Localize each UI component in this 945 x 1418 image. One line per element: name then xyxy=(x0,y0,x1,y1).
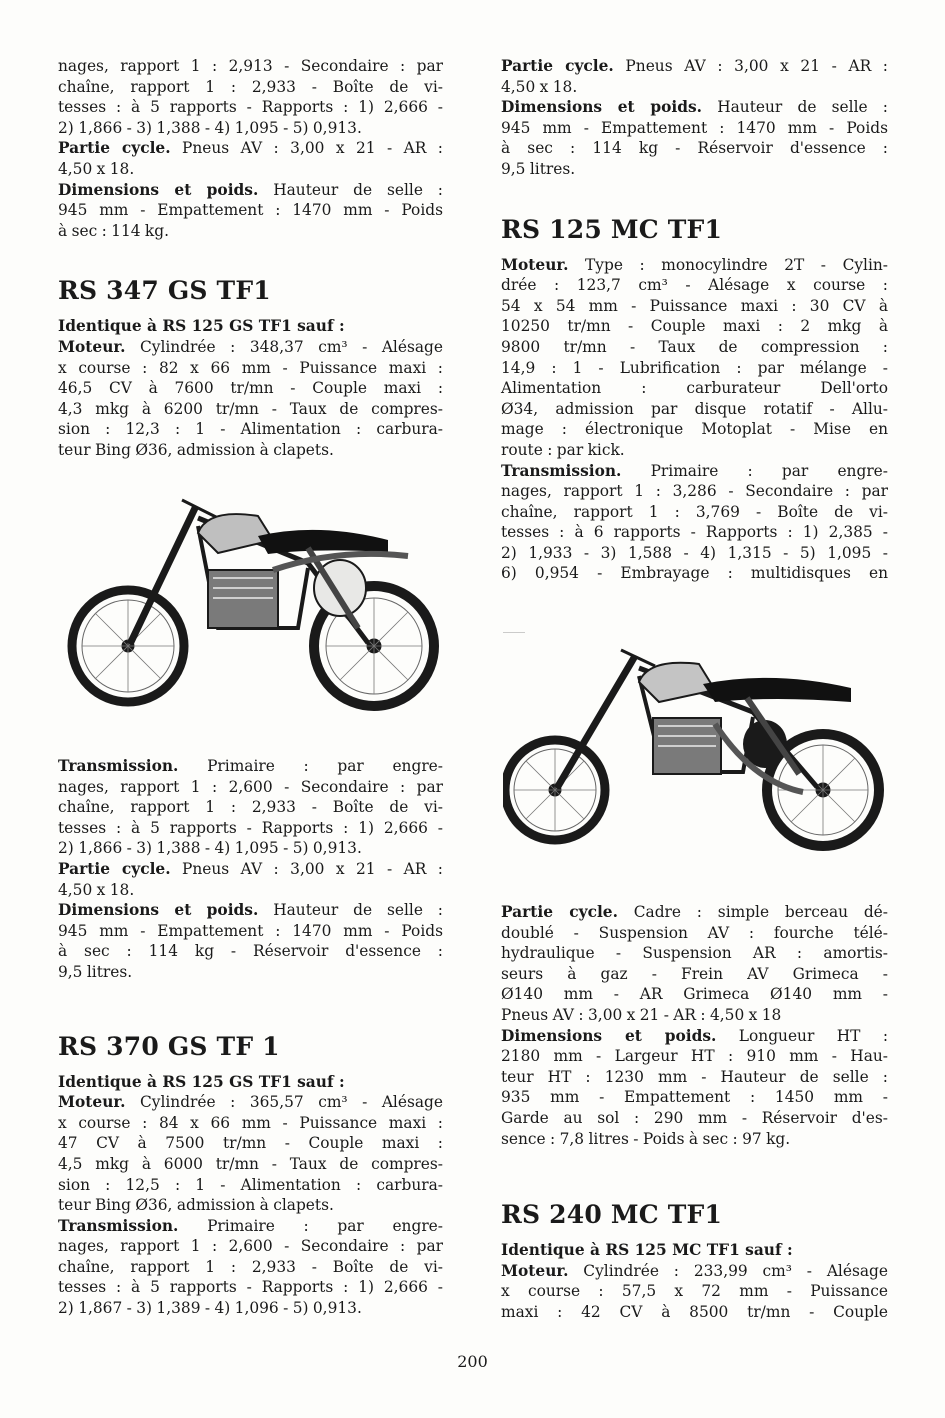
right-column-lower xyxy=(501,902,888,1323)
text-line: x course : 82 x 66 mm - Puissance maxi : xyxy=(58,358,443,377)
model-title-rs125mc: RS 125 MC TF1 xyxy=(501,214,723,244)
rs125mc-dimensions xyxy=(501,1026,888,1150)
text-line: Garde au sol : 290 mm - Réservoir d'es- xyxy=(501,1108,888,1127)
rs347-moteur xyxy=(58,337,443,461)
text-line: chaîne, rapport 1 : 2,933 - Boîte de vi- xyxy=(58,798,443,817)
right-column xyxy=(501,56,888,584)
text-line: Ø34, admission par disque rotatif - Allu- xyxy=(501,399,888,418)
rs347-partie-cycle xyxy=(58,859,443,900)
rs370-transmission xyxy=(58,1216,443,1319)
text-line: 945 mm - Empattement : 1470 mm - Poids xyxy=(58,201,443,220)
model-intro: Identique à RS 125 GS TF1 sauf : xyxy=(58,1072,345,1091)
text-line: 4,5 mkg à 6000 tr/mn - Taux de compres- xyxy=(58,1154,443,1173)
text-line: Primaire : par engre- xyxy=(178,757,443,775)
text-line: 2) 1,933 - 3) 1,588 - 4) 1,315 - 5) 1,095 - xyxy=(501,543,888,562)
text-line: teur Bing Ø36, admission à clapets. xyxy=(58,440,334,459)
model-intro: Identique à RS 125 GS TF1 sauf : xyxy=(58,317,345,336)
text-line: 4,50 x 18. xyxy=(58,880,135,899)
text-line: Ø140 mm - AR Grimeca Ø140 mm - xyxy=(501,985,888,1004)
text-line: nages, rapport 1 : 2,600 - Secondaire : par xyxy=(58,1237,443,1256)
text-line: Cadre : simple berceau dé- xyxy=(617,903,888,921)
section-label: Dimensions et poids. xyxy=(501,1026,717,1045)
text-line: tesses : à 5 rapports - Rapports : 1) 2,666 - xyxy=(58,818,443,837)
continuation-dimensions xyxy=(58,180,443,242)
text-line: 46,5 CV à 7600 tr/mn - Couple maxi : xyxy=(58,379,443,398)
text-line: 2) 1,867 - 3) 1,389 - 4) 1,096 - 5) 0,913. xyxy=(58,1299,362,1318)
text-line: sion : 12,3 : 1 - Alimentation : carbura- xyxy=(58,420,443,439)
text-line: Longueur HT : xyxy=(716,1026,888,1045)
text-line: Hauteur de selle : xyxy=(702,98,888,117)
text-line: 9,5 litres. xyxy=(501,159,576,178)
text-line: nages, rapport 1 : 2,913 - Secondaire : par xyxy=(58,57,443,75)
text-line: Pneus AV : 3,00 x 21 - AR : 4,50 x 18 xyxy=(501,1005,782,1024)
text-line: Primaire : par engre- xyxy=(621,461,888,480)
section-label: Dimensions et poids. xyxy=(58,901,259,920)
text-line: mage : électronique Motoplat - Mise en xyxy=(501,420,888,439)
section-label: Moteur. xyxy=(501,255,569,274)
section-label: Dimensions et poids. xyxy=(501,98,702,117)
text-line: 945 mm - Empattement : 1470 mm - Poids xyxy=(501,118,888,137)
text-line: sion : 12,5 : 1 - Alimentation : carbura- xyxy=(58,1175,443,1194)
text-line: 945 mm - Empattement : 1470 mm - Poids xyxy=(58,921,443,940)
text-line: Type : monocylindre 2T - Cylin- xyxy=(568,255,888,274)
text-line: 935 mm - Empattement : 1450 mm - xyxy=(501,1088,888,1107)
model-title-rs370: RS 370 GS TF 1 xyxy=(58,1031,280,1061)
text-line: 47 CV à 7500 tr/mn - Couple maxi : xyxy=(58,1134,443,1153)
rs347-transmission xyxy=(58,756,443,859)
text-line: chaîne, rapport 1 : 3,769 - Boîte de vi- xyxy=(501,502,888,521)
text-line: tesses : à 6 rapports - Rapports : 1) 2,385 - xyxy=(501,523,888,542)
page-number: 200 xyxy=(457,1352,488,1371)
text-line: à sec : 114 kg - Réservoir d'essence : xyxy=(501,139,888,158)
model-title-rs240mc: RS 240 MC TF1 xyxy=(501,1200,723,1230)
text-line: tesses : à 5 rapports - Rapports : 1) 2,666 - xyxy=(58,1278,443,1297)
text-line: Hauteur de selle : xyxy=(258,180,443,199)
text-line: Pneus AV : 3,00 x 21 - AR : xyxy=(170,139,443,158)
text-line: tesses : à 5 rapports - Rapports : 1) 2,666 - xyxy=(58,98,443,117)
text-line: Pneus AV : 3,00 x 21 - AR : xyxy=(613,57,888,75)
section-label: Moteur. xyxy=(58,337,126,356)
section-label: Dimensions et poids. xyxy=(58,180,259,199)
text-line: Cylindrée : 365,57 cm³ - Alésage xyxy=(125,1093,443,1112)
text-line: 14,9 : 1 - Lubrification : par mélange - xyxy=(501,358,888,377)
text-line: 4,50 x 18. xyxy=(501,77,578,96)
continuation-dimensions xyxy=(501,97,888,179)
text-line: maxi : 42 CV à 8500 tr/mn - Couple xyxy=(501,1302,888,1321)
text-line: Alimentation : carburateur Dell'orto xyxy=(501,379,888,398)
text-line: nages, rapport 1 : 2,600 - Secondaire : par xyxy=(58,777,443,796)
continuation-transmission xyxy=(58,56,443,138)
text-line: x course : 84 x 66 mm - Puissance maxi : xyxy=(58,1113,443,1132)
section-label: Partie cycle. xyxy=(501,903,618,921)
continuation-partie-cycle xyxy=(58,138,443,179)
section-label: Partie cycle. xyxy=(501,57,614,75)
rs125mc-moteur xyxy=(501,255,888,461)
section-label: Transmission. xyxy=(58,757,179,775)
text-line: à sec : 114 kg. xyxy=(58,221,170,240)
seat xyxy=(703,678,851,702)
text-line: route : par kick. xyxy=(501,440,625,459)
text-line: nages, rapport 1 : 3,286 - Secondaire : par xyxy=(501,482,888,501)
fuel-tank xyxy=(198,514,273,553)
text-line: drée : 123,7 cm³ - Alésage x course : xyxy=(501,276,888,295)
model-intro: Identique à RS 125 MC TF1 sauf : xyxy=(501,1241,793,1260)
section-label: Partie cycle. xyxy=(58,139,171,158)
rs240mc-moteur xyxy=(501,1261,888,1323)
text-line: hydraulique - Suspension AR : amortis- xyxy=(501,944,888,963)
model-title-rs347: RS 347 GS TF1 xyxy=(58,276,271,306)
text-line: x course : 57,5 x 72 mm - Puissance xyxy=(501,1282,888,1301)
text-line: 2) 1,866 - 3) 1,388 - 4) 1,095 - 5) 0,913. xyxy=(58,839,362,858)
text-line: 6) 0,954 - Embrayage : multidisques en xyxy=(501,564,888,583)
text-line: 2) 1,866 - 3) 1,388 - 4) 1,095 - 5) 0,913. xyxy=(58,118,362,137)
text-line: à sec : 114 kg - Réservoir d'essence : xyxy=(58,942,443,961)
section-label: Moteur. xyxy=(501,1261,569,1280)
motorcycle-photo-rs125mc xyxy=(503,632,888,872)
text-line: seurs à gaz - Frein AV Grimeca - xyxy=(501,964,888,983)
rs370-moteur xyxy=(58,1092,443,1216)
text-line: 9,5 litres. xyxy=(58,962,133,981)
text-line: doublé - Suspension AV : fourche télé- xyxy=(501,923,888,942)
text-line: teur Bing Ø36, admission à clapets. xyxy=(58,1196,334,1215)
continuation-partie-cycle xyxy=(501,56,888,97)
rs125mc-partie-cycle xyxy=(501,902,888,1026)
left-column-lower xyxy=(58,756,443,1319)
text-line: chaîne, rapport 1 : 2,933 - Boîte de vi- xyxy=(58,1257,443,1276)
text-line: Primaire : par engre- xyxy=(178,1216,443,1235)
text-line: 9800 tr/mn - Taux de compression : xyxy=(501,337,888,356)
section-label: Transmission. xyxy=(58,1216,179,1235)
text-line: 4,50 x 18. xyxy=(58,159,135,178)
text-line: Hauteur de selle : xyxy=(258,901,443,920)
text-line: Cylindrée : 348,37 cm³ - Alésage xyxy=(125,337,443,356)
rs347-dimensions xyxy=(58,900,443,982)
motorcycle-photo-rs347 xyxy=(58,478,443,728)
text-line: 54 x 54 mm - Puissance maxi : 30 CV à xyxy=(501,296,888,315)
rs125mc-transmission xyxy=(501,461,888,585)
fuel-tank xyxy=(639,663,715,702)
text-line: Pneus AV : 3,00 x 21 - AR : xyxy=(170,859,443,878)
text-line: Cylindrée : 233,99 cm³ - Alésage xyxy=(568,1261,888,1280)
text-line: teur HT : 1230 mm - Hauteur de selle : xyxy=(501,1067,888,1086)
left-column xyxy=(58,56,443,461)
section-label: Moteur. xyxy=(58,1093,126,1112)
text-line: 4,3 mkg à 6200 tr/mn - Taux de compres- xyxy=(58,399,443,418)
text-line: 2180 mm - Largeur HT : 910 mm - Hau- xyxy=(501,1047,888,1066)
text-line: chaîne, rapport 1 : 2,933 - Boîte de vi- xyxy=(58,77,443,96)
seat xyxy=(258,530,388,554)
text-line: 10250 tr/mn - Couple maxi : 2 mkg à xyxy=(501,317,888,336)
section-label: Partie cycle. xyxy=(58,859,171,878)
section-label: Transmission. xyxy=(501,461,622,480)
text-line: sence : 7,8 litres - Poids à sec : 97 kg. xyxy=(501,1129,791,1148)
